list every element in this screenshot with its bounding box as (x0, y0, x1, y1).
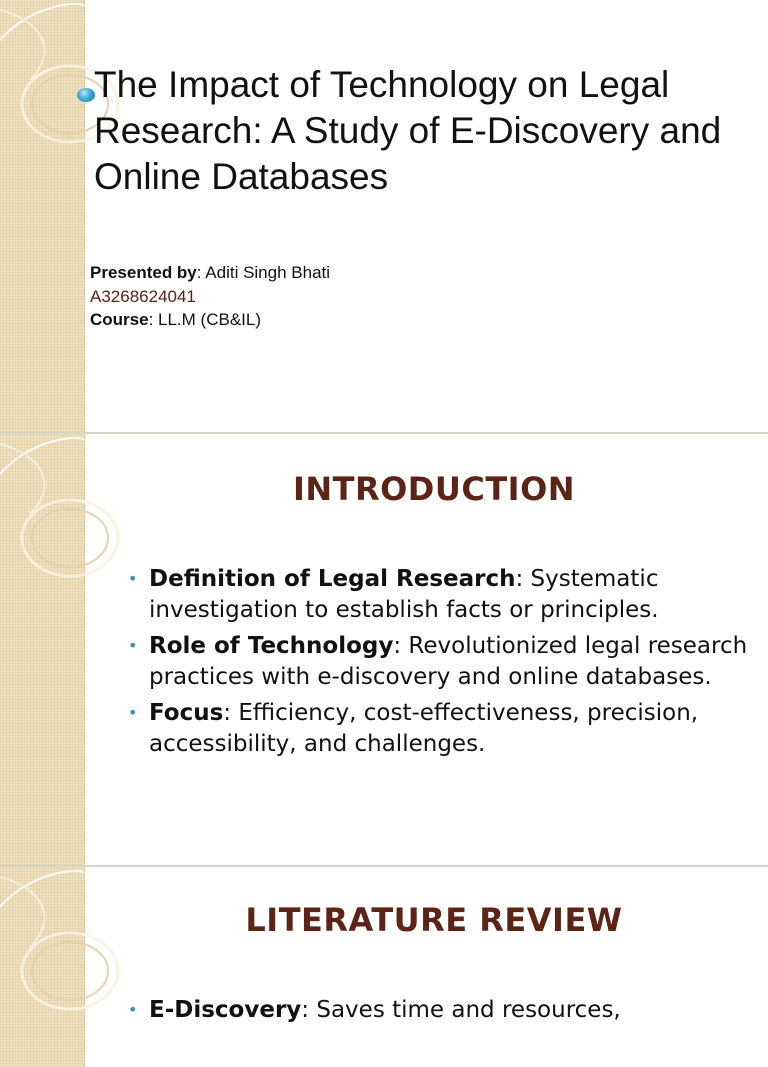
bullet-text: : Saves time and resources, (301, 997, 621, 1023)
presentation-title: The Impact of Technology on Legal Research: A Study of E-Discovery and Online Databases (94, 64, 722, 197)
swirl-ornament-icon (0, 867, 120, 1027)
bullet-dot-icon: • (128, 569, 138, 588)
bullet-term: E-Discovery (149, 997, 302, 1023)
presenter-name: : Aditi Singh Bhati (196, 263, 331, 282)
list-item (128, 564, 748, 625)
swirl-ornament-icon (0, 434, 120, 594)
list-item (128, 995, 748, 1026)
literature-review-bullets (128, 995, 748, 1032)
bullet-text: : Systematic investigation to establish facts or principles. (149, 566, 659, 623)
list-item (128, 631, 748, 692)
introduction-bullets (128, 564, 748, 765)
blue-bead-icon (77, 88, 95, 102)
literature-review-slide (0, 867, 768, 1067)
course-value: : LL.M (CB&IL) (148, 310, 261, 329)
presenter-label: Presented by (90, 263, 197, 282)
title-slide (0, 0, 768, 432)
introduction-slide (0, 434, 768, 865)
list-item (128, 698, 748, 759)
student-code: A3268624041 (90, 286, 196, 306)
bullet-dot-icon: • (128, 703, 138, 722)
course-label: Course (90, 310, 149, 329)
bullet-term: Definition of Legal Research (149, 566, 516, 592)
bullet-term: Focus (149, 700, 224, 726)
bullet-dot-icon: • (128, 1000, 138, 1019)
bullet-dot-icon: • (128, 636, 138, 655)
presenter-info (90, 261, 330, 332)
introduction-heading: INTRODUCTION (292, 470, 576, 508)
bullet-text: : Efficiency, cost-effectiveness, precision, accessibility, and challenges. (149, 700, 699, 757)
literature-review-heading: LITERATURE REVIEW (245, 901, 623, 939)
bullet-text: : Revolutionized legal research practices with e-discovery and online databases. (149, 633, 748, 690)
bullet-term: Role of Technology (149, 633, 394, 659)
